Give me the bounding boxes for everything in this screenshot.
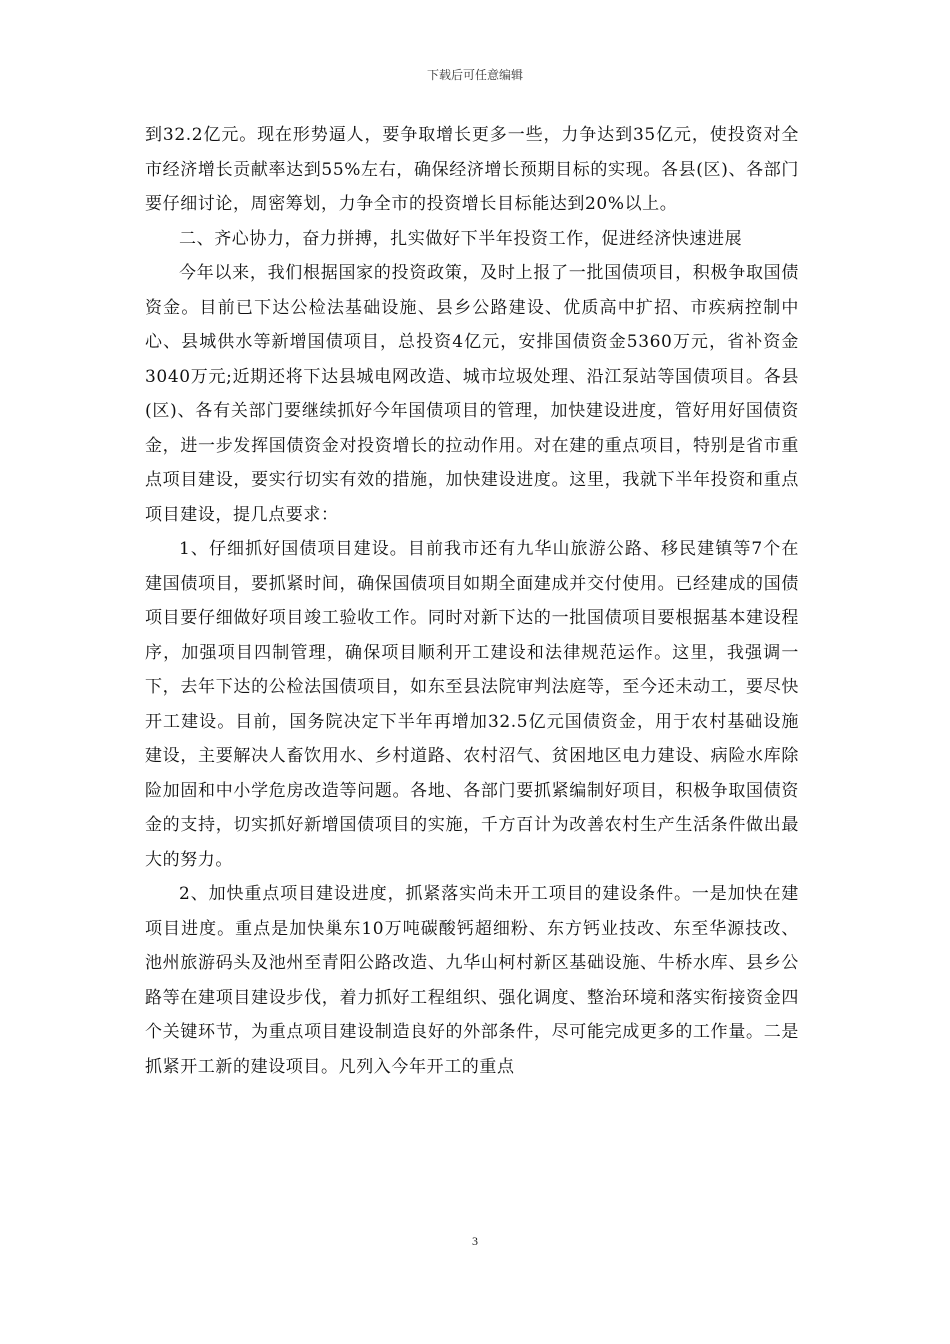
paragraph-4: 2、加快重点项目建设进度，抓紧落实尚未开工项目的建设条件。一是加快在建项目进度。重点是加快巢东10万吨碳酸钙超细粉、东方钙业技改、东至华源技改、池州旅游码头及池州至青阳公路改造、九华山柯村新区基础设施、牛桥水库、县乡公路等在建项目建设步伐，着力抓好工程组织、强化调度、整治环境和落实衔接资金四个关键环节，为重点项目建设制造良好的外部条件，尽可能完成更多的工作量。二是抓紧开工新的建设项目。凡列入今年开工的重点 (145, 884, 799, 1077)
page-header: 下载后可任意编辑 (426, 68, 523, 82)
page-number: 3 (472, 1234, 478, 1248)
section-heading: 二、齐心协力，奋力拼搏，扎实做好下半年投资工作，促进经济快速进展 (179, 228, 743, 249)
paragraph-3: 1、仔细抓好国债项目建设。目前我市还有九华山旅游公路、移民建镇等7个在建国债项目，要抓紧时间，确保国债项目如期全面建成并交付使用。已经建成的国债项目要仔细做好项目竣工验收工作。同时对新下达的一批国债项目要根据基本建设程序，加强项目四制管理，确保项目顺利开工建设和法律规范运作。这里，我强调一下，去年下达的公检法国债项目，如东至县法院审判法庭等，至今还未动工，要尽快开工建设。目前，国务院决定下半年再增加32.5亿元国债资金，用于农村基础设施建设，主要解决人畜饮用水、乡村道路、农村沼气、贫困地区电力建设、病险水库除险加固和中小学危房改造等问题。各地、各部门要抓紧编制好项目，积极争取国债资金的支持，切实抓好新增国债项目的实施，千方百计为改善农村生产生活条件做出最大的努力。 (145, 539, 799, 870)
paragraph-2: 今年以来，我们根据国家的投资政策，及时上报了一批国债项目，积极争取国债资金。目前已下达公检法基础设施、县乡公路建设、优质高中扩招、市疾病控制中心、县城供水等新增国债项目，总投资4亿元，安排国债资金5360万元，省补资金3040万元;近期还将下达县城电网改造、城市垃圾处理、沿江泵站等国债项目。各县(区)、各有关部门要继续抓好今年国债项目的管理，加快建设进度，管好用好国债资金，进一步发挥国债资金对投资增长的拉动作用。对在建的重点项目，特别是省市重点项目建设，要实行切实有效的措施，加快建设进度。这里，我就下半年投资和重点项目建设，提几点要求： (145, 263, 799, 525)
document-body (145, 118, 799, 1084)
paragraph-1: 到32.2亿元。现在形势逼人，要争取增长更多一些，力争达到35亿元，使投资对全市经济增长贡献率达到55%左右，确保经济增长预期目标的实现。各县(区)、各部门要仔细讨论，周密筹划，力争全市的投资增长目标能达到20%以上。 (145, 125, 799, 214)
